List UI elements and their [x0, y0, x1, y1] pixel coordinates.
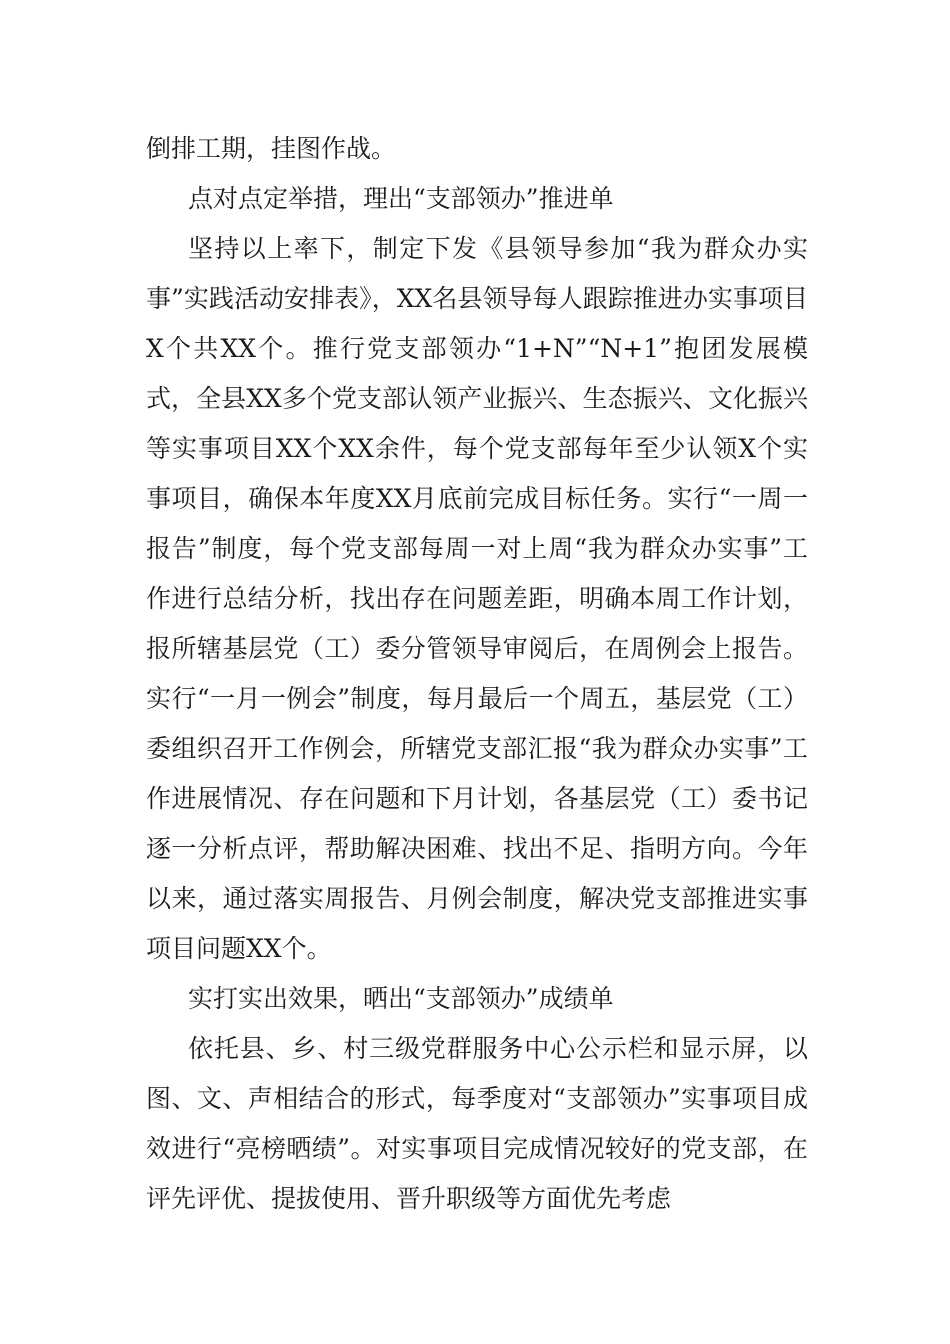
section-heading-results-list: 实打实出效果，晒出“支部领办”成绩单 [188, 984, 614, 1013]
paragraph-promotion-measures: 坚持以上率下，制定下发《县领导参加“我为群众办实事”实践活动安排表》，XX名县领导每人跟踪推进办实事项目X个共XX个。推行党支部领办“1+N”“N+1”抱团发展模式，全县XX多个党支部认领产业振兴、生态振兴、文化振兴等实事项目XX个XX余件，每个党支部每年至少认领X个实事项目，确保本年度XX月底前完成目标任务。实行“一周一报告”制度，每个党支部每周一对上周“我为群众办实事”工作进行总结分析，找出存在问题差距，明确本周工作计划，报所辖基层党（工）委分管领导审阅后，在周例会上报告。实行“一月一例会”制度，每月最后一个周五，基层党（工）委组织召开工作例会，所辖党支部汇报“我为群众办实事”工作进展情况、存在问题和下月计划，各基层党（工）委书记逐一分析点评，帮助解决困难、找出不足、指明方向。今年以来，通过落实周报告、月例会制度，解决党支部推进实事项目问题XX个。 [146, 234, 808, 963]
section-heading-promotion-list: 点对点定举措，理出“支部领办”推进单 [188, 184, 614, 213]
paragraph-continuation: 倒排工期，挂图作战。 [146, 134, 397, 163]
document-body [146, 124, 808, 1224]
paragraph-results-display: 依托县、乡、村三级党群服务中心公示栏和显示屏，以图、文、声相结合的形式，每季度对“支部领办”实事项目成效进行“亮榜晒绩”。对实事项目完成情况较好的党支部，在评先评优、提拔使用、晋升职级等方面优先考虑 [146, 1034, 808, 1213]
